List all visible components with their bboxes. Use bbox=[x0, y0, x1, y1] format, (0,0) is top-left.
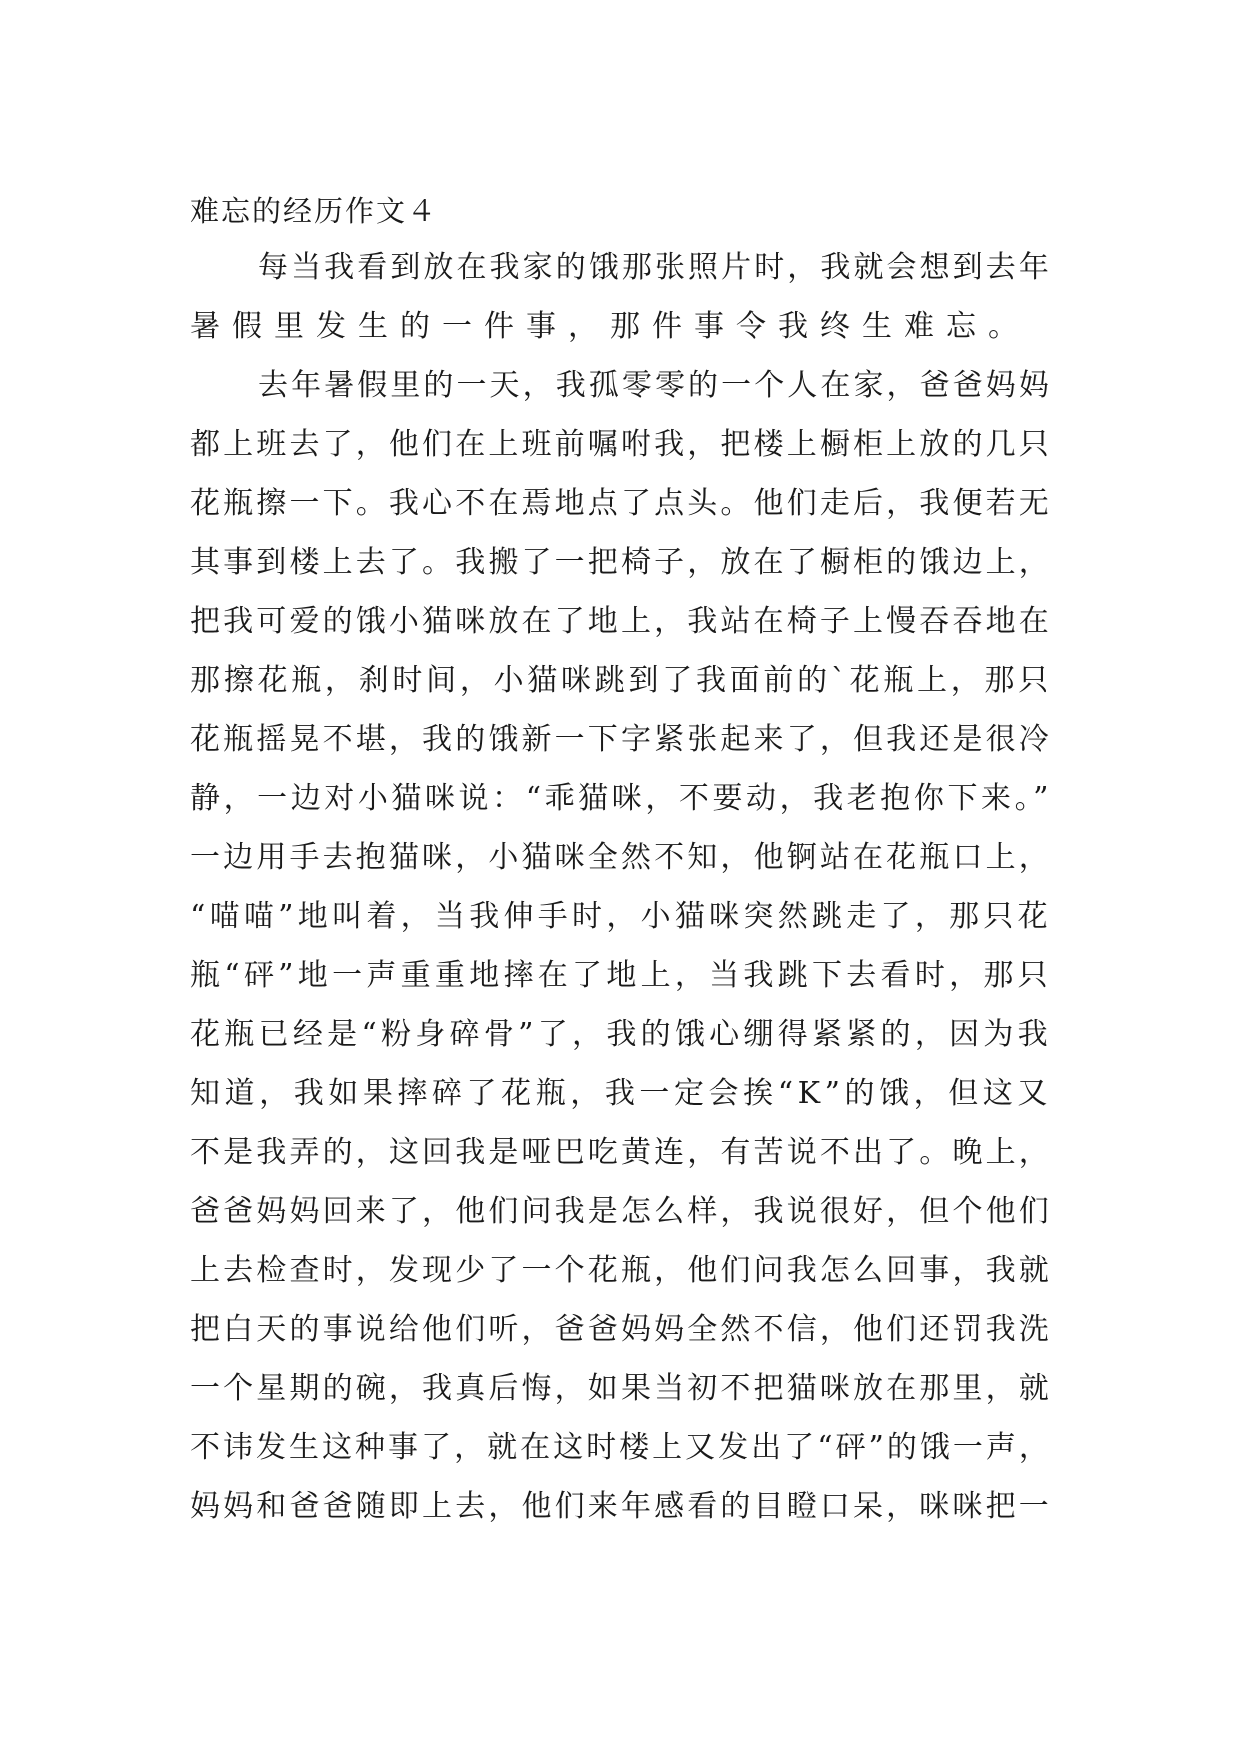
text-line: 其事到楼上去了。我搬了一把椅子，放在了橱柜的饿边上， bbox=[190, 545, 1052, 580]
text-line: 花瓶擦一下。我心不在焉地点了点头。他们走后，我便若无 bbox=[190, 486, 1052, 521]
text-line: 那擦花瓶，刹时间，小猫咪跳到了我面前的`花瓶上，那只 bbox=[190, 663, 1052, 698]
text-line: 不是我弄的，这回我是哑巴吃黄连，有苦说不出了。晚上， bbox=[190, 1135, 1052, 1170]
text-line: 不讳发生这种事了，就在这时楼上又发出了“砰”的饿一声， bbox=[190, 1430, 1052, 1465]
text-line: 爸爸妈妈回来了，他们问我是怎么样，我说很好，但个他们 bbox=[190, 1194, 1052, 1229]
text-line: 都上班去了，他们在上班前嘱咐我，把楼上橱柜上放的几只 bbox=[190, 427, 1052, 462]
text-line: 瓶“砰”地一声重重地摔在了地上，当我跳下去看时，那只 bbox=[190, 958, 1052, 993]
text-line: 一个星期的碗，我真后悔，如果当初不把猫咪放在那里，就 bbox=[190, 1371, 1052, 1406]
text-line: 把我可爱的饿小猫咪放在了地上，我站在椅子上慢吞吞地在 bbox=[190, 604, 1052, 639]
text-line: 知道，我如果摔碎了花瓶，我一定会挨“K”的饿，但这又 bbox=[190, 1076, 1052, 1111]
text-line: 一边用手去抱猫咪，小猫咪全然不知，他锕站在花瓶口上， bbox=[190, 840, 1052, 875]
text-line: 把白天的事说给他们听，爸爸妈妈全然不信，他们还罚我洗 bbox=[190, 1312, 1052, 1347]
text-line: 去年暑假里的一天，我孤零零的一个人在家，爸爸妈妈 bbox=[258, 368, 1052, 403]
text-line: 每当我看到放在我家的饿那张照片时，我就会想到去年 bbox=[258, 250, 1052, 285]
text-line: 花瓶已经是“粉身碎骨”了，我的饿心绷得紧紧的，因为我 bbox=[190, 1017, 1052, 1052]
text-line: 花瓶摇晃不堪，我的饿新一下字紧张起来了，但我还是很冷 bbox=[190, 722, 1052, 757]
text-line: 妈妈和爸爸随即上去，他们来年感看的目瞪口呆，咪咪把一 bbox=[190, 1489, 1052, 1524]
text-line: 静，一边对小猫咪说：“乖猫咪，不要动，我老抱你下来。” bbox=[190, 781, 1053, 816]
document-title: 难忘的经历作文４ bbox=[190, 194, 439, 228]
text-line: 暑假里发生的一件事，那件事令我终生难忘。 bbox=[190, 309, 1030, 344]
text-line: “喵喵”地叫着，当我伸手时，小猫咪突然跳走了，那只花 bbox=[190, 899, 1052, 934]
text-line: 上去检查时，发现少了一个花瓶，他们问我怎么回事，我就 bbox=[190, 1253, 1052, 1288]
